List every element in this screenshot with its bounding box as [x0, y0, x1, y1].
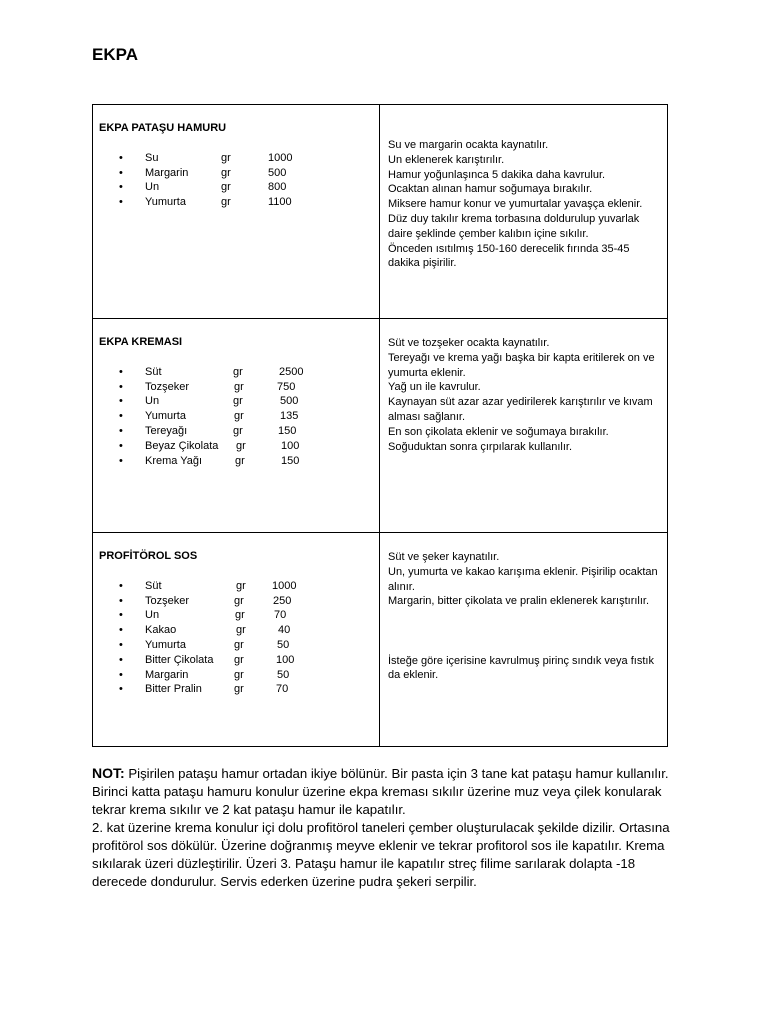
bullet-icon: • — [119, 181, 123, 194]
instruction-line: Tereyağı ve krema yağı başka bir kapta eritilerek on ve yumurta eklenir. — [388, 351, 655, 379]
ingredient-unit: gr — [221, 151, 231, 164]
bullet-icon: • — [119, 609, 123, 622]
ingredient-item — [93, 623, 379, 638]
ingredient-name: Un — [145, 609, 160, 622]
ingredient-qty: 100 — [281, 439, 300, 452]
ingredient-qty: 150 — [278, 424, 297, 437]
ingredient-qty: 1000 — [268, 151, 293, 164]
instruction-line: Süt ve tozşeker ocakta kaynatılır. — [388, 337, 550, 349]
ingredient-qty: 50 — [277, 638, 290, 651]
note-paragraph: Birinci katta pataşu hamuru konulur üzerine ekpa kreması sıkılır üzerine muz veya çilek konularak tekrar krema sıkılır ve 2 kat pataşu hamur ile kapatılır. — [92, 784, 662, 817]
ingredient-qty: 250 — [273, 594, 292, 607]
ingredient-unit: gr — [233, 395, 243, 408]
ingredient-item — [93, 424, 379, 439]
table-row — [93, 105, 668, 319]
bullet-icon: • — [119, 380, 123, 393]
ingredients-cell — [93, 533, 380, 747]
bullet-icon: • — [119, 424, 123, 437]
bullet-icon: • — [119, 594, 123, 607]
ingredient-list — [93, 579, 379, 697]
instruction-line: Miksere hamur konur ve yumurtalar yavaşça eklenir. — [388, 198, 643, 211]
section-title: EKPA KREMASI — [99, 336, 183, 348]
ingredient-name: Un — [145, 395, 160, 408]
ingredient-item — [93, 409, 379, 424]
bullet-icon: • — [119, 579, 123, 592]
ingredients-cell — [93, 105, 380, 319]
instruction-line: Margarin, bitter çikolata ve pralin eklenerek karıştırılır. — [388, 595, 650, 608]
ingredient-item — [93, 608, 379, 623]
ingredient-item — [93, 195, 379, 210]
ingredient-qty: 40 — [278, 624, 291, 637]
bullet-icon: • — [119, 166, 123, 179]
bullet-icon: • — [119, 668, 123, 681]
ingredient-item — [93, 180, 379, 195]
ingredient-name: Yumurta — [145, 638, 186, 651]
ingredient-name: Tereyağı — [145, 424, 188, 437]
ingredient-qty: 2500 — [279, 365, 304, 378]
instruction-line: Süt ve şeker kaynatılır. — [388, 551, 500, 563]
ingredient-item — [93, 579, 379, 594]
ingredient-item — [93, 166, 379, 181]
ingredient-name: Bitter Çikolata — [145, 653, 214, 666]
ingredient-unit: gr — [234, 668, 244, 681]
ingredient-unit: gr — [235, 609, 245, 622]
ingredient-unit: gr — [233, 365, 243, 378]
instructions-cell — [380, 319, 668, 533]
note-section — [92, 764, 682, 891]
ingredient-name: Kakao — [145, 624, 177, 637]
bullet-icon: • — [119, 196, 123, 209]
ingredient-qty: 750 — [277, 380, 296, 393]
ingredient-item — [93, 380, 379, 395]
ingredient-qty: 1100 — [268, 196, 292, 209]
instructions-cell — [380, 105, 668, 319]
ingredient-unit: gr — [234, 683, 244, 696]
instruction-steps — [388, 336, 667, 454]
ingredient-unit: gr — [233, 424, 243, 437]
ingredient-item — [93, 454, 379, 469]
instruction-line — [388, 624, 661, 639]
bullet-icon: • — [119, 439, 123, 452]
ingredient-unit: gr — [221, 181, 231, 194]
ingredient-name: Tozşeker — [145, 594, 190, 607]
ingredient-name: Yumurta — [145, 410, 186, 423]
ingredient-unit: gr — [236, 439, 246, 452]
instructions-cell — [380, 533, 668, 747]
ingredient-item — [93, 638, 379, 653]
bullet-icon: • — [119, 454, 123, 467]
note-paragraph — [92, 764, 682, 783]
instruction-line — [388, 639, 661, 654]
bullet-icon: • — [119, 624, 123, 637]
ingredient-name: Bitter Pralin — [145, 683, 202, 696]
bullet-icon: • — [119, 395, 123, 408]
ingredient-unit: gr — [234, 410, 244, 423]
ingredient-qty: 500 — [268, 166, 287, 179]
note-label: NOT: — [92, 765, 125, 781]
ingredient-item — [93, 594, 379, 609]
recipe-table — [92, 104, 668, 747]
ingredient-unit: gr — [234, 380, 244, 393]
ingredient-unit: gr — [234, 594, 244, 607]
ingredient-qty: 150 — [281, 454, 300, 467]
instruction-line: Önceden ısıtılmış 150-160 derecelik fırında 35-45 dakika pişirilir. — [388, 242, 630, 270]
instruction-line: En son çikolata eklenir ve soğumaya bırakılır. — [388, 425, 609, 438]
instruction-line: Un, yumurta ve kakao karışıma eklenir. Pişirilip ocaktan alınır. — [388, 565, 658, 593]
ingredient-qty: 1000 — [272, 579, 297, 592]
instruction-steps — [388, 138, 667, 271]
ingredient-qty: 100 — [276, 653, 295, 666]
table-row — [93, 533, 668, 747]
ingredient-qty: 800 — [268, 181, 287, 194]
ingredient-item — [93, 365, 379, 380]
ingredient-item — [93, 668, 379, 683]
ingredient-unit: gr — [235, 454, 245, 467]
bullet-icon: • — [119, 365, 123, 378]
ingredient-name: Beyaz Çikolata — [145, 439, 219, 452]
note-paragraph: 2. kat üzerine krema konulur içi dolu profitörol taneleri çember oluşturulacak şekilde dizilir. Ortasına profitörol sos dökülür. Üzerine doğranmış meyve eklenir ve tekrar profitorol sos ile kapatılır. Krema sıkılarak üzeri düzleştirilir. Üzeri 3. Pataşu hamur ile kapatılır streç filime sarılarak dolapta -18 derecede dondurulur. Servis ederken üzerine pudra şekeri serpilir. — [92, 820, 670, 889]
instruction-line: Un eklenerek karıştırılır. — [388, 153, 505, 166]
instruction-line: Su ve margarin ocakta kaynatılır. — [388, 139, 549, 151]
table-row — [93, 319, 668, 533]
instruction-line: Hamur yoğunlaşınca 5 dakika daha kavrulur. — [388, 168, 606, 181]
ingredient-unit: gr — [236, 624, 246, 637]
ingredient-name: Krema Yağı — [145, 454, 203, 467]
instruction-line: Düz duy takılır krema torbasına doldurulup yuvarlak daire şeklinde çember kalıbın içine sıkılır. — [388, 212, 640, 240]
document-title: EKPA — [92, 45, 138, 64]
instruction-line: Soğuduktan sonra çırpılarak kullanılır. — [388, 440, 573, 453]
ingredient-name: Su — [145, 151, 159, 164]
section-title: PROFİTÖROL SOS — [99, 550, 198, 562]
ingredient-qty: 70 — [276, 683, 289, 696]
ingredient-item — [93, 151, 379, 166]
ingredient-qty: 70 — [274, 609, 287, 622]
ingredient-name: Süt — [145, 365, 162, 378]
bullet-icon: • — [119, 683, 123, 696]
ingredient-qty: 50 — [277, 668, 290, 681]
ingredient-unit: gr — [234, 638, 244, 651]
instruction-line: Yağ un ile kavrulur. — [388, 381, 481, 394]
ingredient-item — [93, 439, 379, 454]
instruction-line: İsteğe göre içerisine kavrulmuş pirinç sındık veya fıstık da eklenir. — [388, 654, 654, 682]
section-title: EKPA PATAŞU HAMURU — [99, 122, 227, 134]
bullet-icon: • — [119, 653, 123, 666]
ingredient-unit: gr — [236, 579, 246, 592]
note-text: Pişirilen pataşu hamur ortadan ikiye bölünür. Bir pasta için 3 tane kat pataşu hamur kullanılır. — [128, 766, 669, 781]
ingredient-name: Tozşeker — [145, 380, 190, 393]
ingredient-item — [93, 394, 379, 409]
ingredient-name: Yumurta — [145, 196, 186, 209]
ingredient-name: Un — [145, 181, 160, 194]
ingredient-item — [93, 653, 379, 668]
ingredients-cell — [93, 319, 380, 533]
ingredient-item — [93, 682, 379, 697]
instruction-line: Kaynayan süt azar azar yedirilerek karıştırılır ve kıvam alması sağlanır. — [388, 396, 653, 423]
ingredient-unit: gr — [221, 196, 231, 209]
ingredient-unit: gr — [234, 653, 244, 666]
instruction-line — [388, 609, 661, 624]
bullet-icon: • — [119, 638, 123, 651]
instruction-steps — [388, 550, 667, 683]
bullet-icon: • — [119, 410, 123, 423]
ingredient-unit: gr — [221, 166, 231, 179]
instruction-line: Ocaktan alınan hamur soğumaya bırakılır. — [388, 183, 593, 196]
bullet-icon: • — [119, 151, 123, 164]
ingredient-name: Margarin — [145, 166, 189, 179]
ingredient-qty: 135 — [280, 410, 299, 423]
ingredient-name: Süt — [145, 579, 162, 592]
ingredient-list — [93, 151, 379, 210]
ingredient-list — [93, 365, 379, 469]
ingredient-name: Margarin — [145, 668, 189, 681]
ingredient-qty: 500 — [280, 395, 299, 408]
